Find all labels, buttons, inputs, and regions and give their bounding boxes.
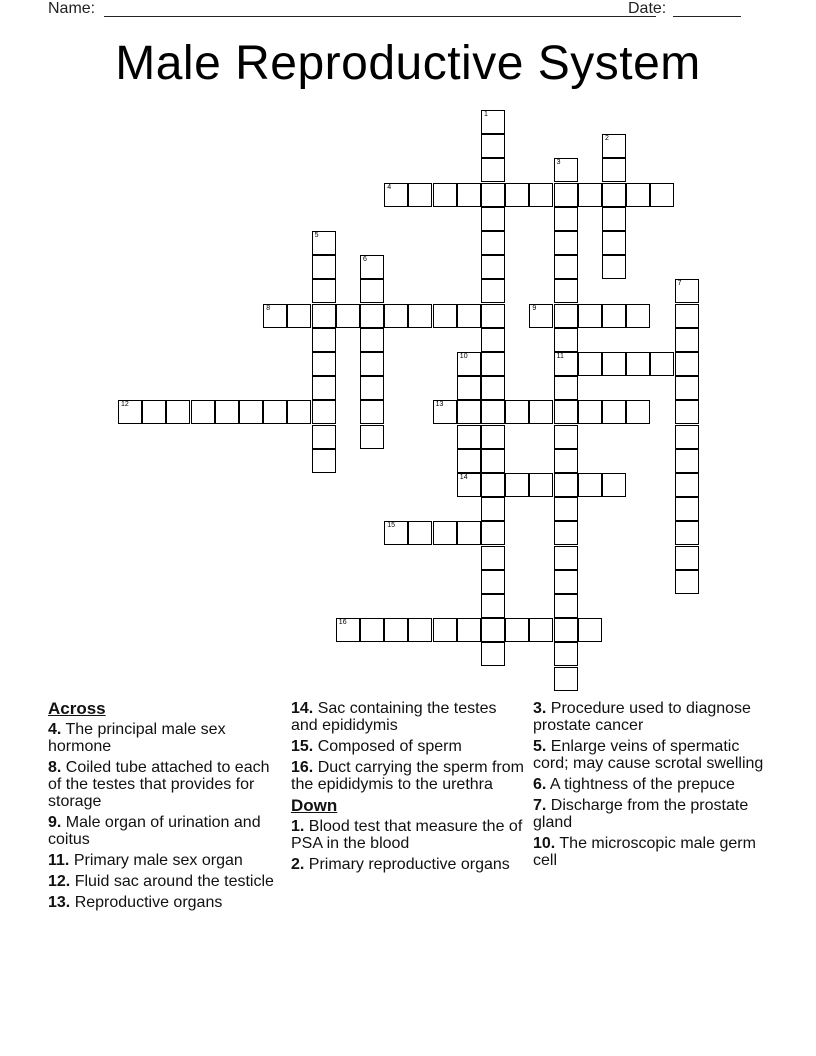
grid-cell[interactable] [118,400,142,424]
grid-cell[interactable] [554,473,578,497]
grid-cell[interactable] [675,376,699,400]
grid-cell[interactable] [481,110,505,134]
grid-cell[interactable] [602,158,626,182]
grid-cell[interactable] [554,546,578,570]
grid-cell[interactable] [481,570,505,594]
clue-across-11: 11. Primary male sex organ [48,852,243,869]
grid-cell[interactable] [554,158,578,182]
clue-down-5: 5. Enlarge veins of spermatic cord; may cause scrotal swelling [533,738,764,772]
grid-cell[interactable] [602,304,626,328]
grid-cell[interactable] [675,279,699,303]
grid-cell[interactable] [312,231,336,255]
clue-down-7: 7. Discharge from the prostate gland [533,797,749,831]
grid-cell[interactable] [287,400,311,424]
grid-cell[interactable] [384,521,408,545]
grid-cell[interactable] [433,618,457,642]
grid-cell[interactable] [602,473,626,497]
grid-cell[interactable] [578,352,602,376]
clue-across-15: 15. Composed of sperm [291,738,462,755]
grid-cell[interactable] [408,618,432,642]
grid-cell[interactable] [578,183,602,207]
grid-cell[interactable] [457,376,481,400]
grid-cell[interactable] [481,546,505,570]
grid-cell[interactable] [481,400,505,424]
date-label: Date: [628,0,667,17]
grid-cell[interactable] [336,304,360,328]
grid-cell[interactable] [481,158,505,182]
grid-cell[interactable] [602,231,626,255]
grid-cell[interactable] [650,352,674,376]
grid-cell[interactable] [554,449,578,473]
grid-cell[interactable] [602,352,626,376]
cell-number: 7 [677,280,682,288]
grid-cell[interactable] [360,352,384,376]
grid-cell[interactable] [360,376,384,400]
grid-cell[interactable] [650,183,674,207]
clue-across-14: 14. Sac containing the testes and epididymis [291,700,497,734]
down-heading: Down [291,796,338,815]
cell-number: 14 [459,474,468,481]
grid-cell[interactable] [384,304,408,328]
grid-cell[interactable] [481,497,505,521]
grid-cell[interactable] [578,304,602,328]
grid-cell[interactable] [433,521,457,545]
grid-cell[interactable] [312,352,336,376]
grid-cell[interactable] [457,618,481,642]
grid-cell[interactable] [457,183,481,207]
grid-cell[interactable] [529,183,553,207]
grid-cell[interactable] [433,183,457,207]
grid-cell[interactable] [554,521,578,545]
grid-cell[interactable] [675,352,699,376]
grid-cell[interactable] [554,255,578,279]
grid-cell[interactable] [481,231,505,255]
grid-cell[interactable] [529,473,553,497]
grid-cell[interactable] [578,618,602,642]
grid-cell[interactable] [312,449,336,473]
grid-cell[interactable] [675,473,699,497]
grid-cell[interactable] [554,570,578,594]
grid-cell[interactable] [675,546,699,570]
clue-down-10: 10. The microscopic male germ cell [533,835,756,869]
grid-cell[interactable] [505,618,529,642]
clue-down-1: 1. Blood test that measure the of PSA in the blood [291,818,523,852]
grid-cell[interactable] [626,304,650,328]
grid-cell[interactable] [481,279,505,303]
grid-cell[interactable] [554,667,578,691]
grid-cell[interactable] [312,376,336,400]
name-label: Name: [48,0,96,17]
clue-across-9: 9. Male organ of urination and coitus [48,814,261,848]
grid-cell[interactable] [312,279,336,303]
grid-cell[interactable] [336,618,360,642]
grid-cell[interactable] [626,183,650,207]
grid-cell[interactable] [360,255,384,279]
grid-cell[interactable] [360,618,384,642]
grid-cell[interactable] [675,497,699,521]
grid-cell[interactable] [457,352,481,376]
grid-cell[interactable] [675,328,699,352]
grid-cell[interactable] [481,255,505,279]
grid-cell[interactable] [433,304,457,328]
grid-cell[interactable] [457,449,481,473]
grid-cell[interactable] [457,425,481,449]
cell-number: 6 [363,256,367,264]
grid-cell[interactable] [481,183,505,207]
grid-cell[interactable] [312,328,336,352]
clues-column-2 [291,700,525,877]
grid-cell[interactable] [675,521,699,545]
clue-down-2: 2. Primary reproductive organs [291,856,510,873]
grid-cell[interactable] [505,473,529,497]
cell-number: 12 [121,401,129,409]
grid-cell[interactable] [554,304,578,328]
cell-number: 3 [556,159,561,167]
grid-cell[interactable] [481,207,505,231]
clue-across-13: 13. Reproductive organs [48,894,223,911]
grid-cell[interactable] [263,400,287,424]
grid-cell[interactable] [312,304,336,328]
cell-number: 11 [556,353,564,360]
cell-number: 13 [435,401,444,409]
grid-cell[interactable] [602,255,626,279]
grid-cell[interactable] [433,400,457,424]
grid-cell[interactable] [554,594,578,618]
grid-cell[interactable] [142,400,166,424]
grid-cell[interactable] [215,400,239,424]
grid-cell[interactable] [287,304,311,328]
grid-cell[interactable] [360,425,384,449]
grid-cell[interactable] [481,473,505,497]
grid-cell[interactable] [457,304,481,328]
grid-cell[interactable] [505,400,529,424]
page-title: Male Reproductive System [115,37,701,90]
grid-cell[interactable] [554,328,578,352]
clue-across-16: 16. Duct carrying the sperm from the epididymis to the urethra [291,759,524,793]
grid-cell[interactable] [481,521,505,545]
grid-cell[interactable] [554,376,578,400]
grid-cell[interactable] [384,618,408,642]
grid-cell[interactable] [529,304,553,328]
grid-cell[interactable] [602,134,626,158]
grid-cell[interactable] [312,425,336,449]
grid-cell[interactable] [166,400,190,424]
grid-cell[interactable] [481,618,505,642]
grid-cell[interactable] [554,618,578,642]
grid-cell[interactable] [360,279,384,303]
grid-cell[interactable] [481,134,505,158]
grid-cell[interactable] [263,304,287,328]
grid-cell[interactable] [457,400,481,424]
grid-cell[interactable] [675,400,699,424]
grid-cell[interactable] [554,279,578,303]
clue-across-8: 8. Coiled tube attached to each of the testes that provides for storage [48,759,270,810]
grid-cell[interactable] [312,255,336,279]
grid-cell[interactable] [554,352,578,376]
across-heading: Across [48,699,106,718]
cell-number: 4 [387,183,392,191]
clues-column-3 [533,700,773,873]
cell-number: 9 [532,304,537,312]
grid-cell[interactable] [457,473,481,497]
clues-column-1 [48,700,282,915]
grid-cell[interactable] [554,231,578,255]
grid-cell[interactable] [481,376,505,400]
grid-cell[interactable] [481,304,505,328]
grid-cell[interactable] [602,207,626,231]
grid-cell[interactable] [578,473,602,497]
grid-cell[interactable] [554,497,578,521]
grid-cell[interactable] [191,400,215,424]
grid-cell[interactable] [554,207,578,231]
grid-cell[interactable] [626,352,650,376]
grid-cell[interactable] [529,400,553,424]
cell-number: 1 [484,111,488,118]
grid-cell[interactable] [360,328,384,352]
cell-number: 5 [314,232,319,239]
grid-cell[interactable] [360,304,384,328]
grid-cell[interactable] [675,570,699,594]
grid-cell[interactable] [505,183,529,207]
grid-cell[interactable] [481,328,505,352]
grid-cell[interactable] [408,521,432,545]
grid-cell[interactable] [675,304,699,328]
grid-cell[interactable] [481,449,505,473]
grid-cell[interactable] [481,352,505,376]
grid-cell[interactable] [554,400,578,424]
grid-cell[interactable] [602,183,626,207]
grid-cell[interactable] [360,400,384,424]
grid-cell[interactable] [457,521,481,545]
cell-number: 10 [459,353,468,360]
cell-number: 16 [338,619,347,627]
cell-number: 15 [387,522,395,530]
grid-cell[interactable] [602,400,626,424]
grid-cell[interactable] [529,618,553,642]
clue-across-4: 4. The principal male sex hormone [48,721,226,755]
grid-cell[interactable] [554,425,578,449]
grid-cell[interactable] [384,183,408,207]
grid-cell[interactable] [481,425,505,449]
clue-down-6: 6. A tightness of the prepuce [533,776,735,793]
grid-cell[interactable] [481,594,505,618]
cell-number: 8 [266,304,271,312]
clue-down-3: 3. Procedure used to diagnose prostate cancer [533,700,751,734]
grid-cell[interactable] [675,425,699,449]
grid-cell[interactable] [239,400,263,424]
grid-cell[interactable] [578,400,602,424]
grid-cell[interactable] [312,400,336,424]
cell-number: 2 [605,135,609,143]
grid-cell[interactable] [675,449,699,473]
grid-cell[interactable] [554,183,578,207]
grid-cell[interactable] [408,183,432,207]
clue-across-12: 12. Fluid sac around the testicle [48,873,274,890]
grid-cell[interactable] [481,642,505,666]
grid-cell[interactable] [626,400,650,424]
grid-cell[interactable] [554,642,578,666]
grid-cell[interactable] [408,304,432,328]
